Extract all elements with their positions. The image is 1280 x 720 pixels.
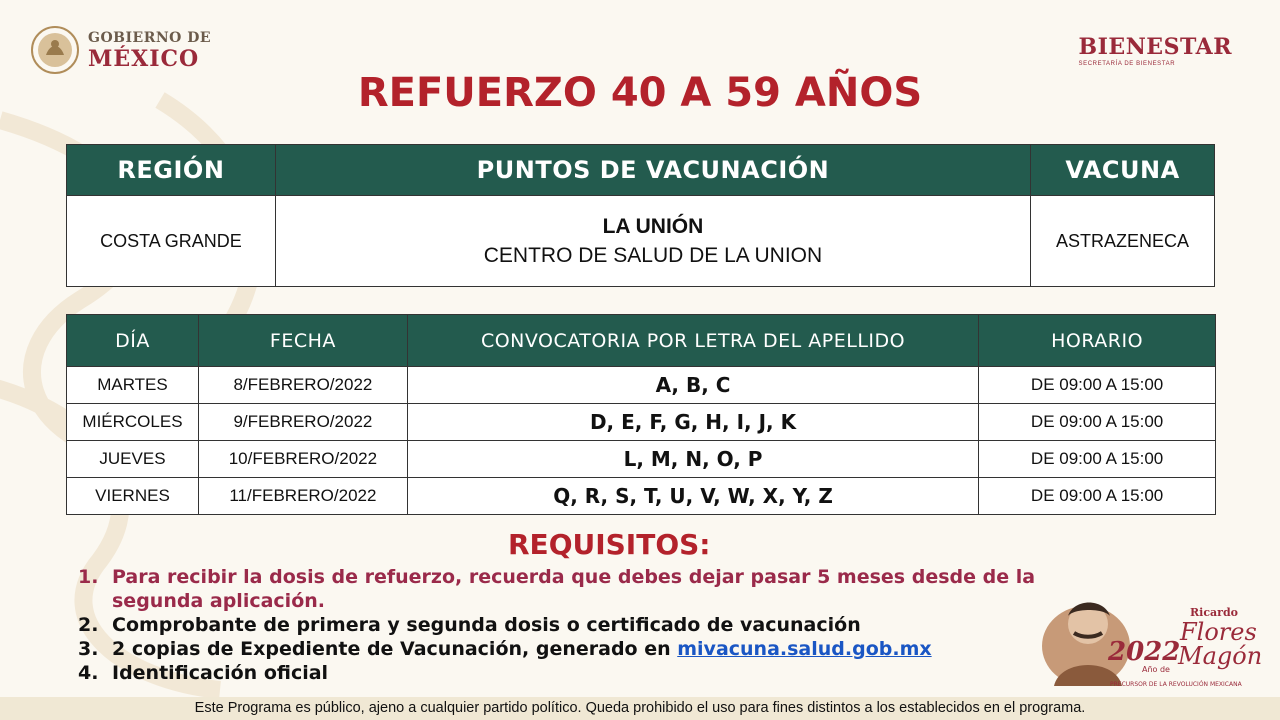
table-row <box>67 441 1216 478</box>
requirements-list <box>78 565 1098 685</box>
requirement-text: 2 copias de Expediente de Vacunación, generado en <box>112 638 678 660</box>
location-table <box>66 144 1215 287</box>
header-hours: HORARIO <box>979 315 1216 367</box>
hours-cell: DE 09:00 A 15:00 <box>979 367 1216 404</box>
badge-tagline: PRECURSOR DE LA REVOLUCIÓN MEXICANA <box>1110 681 1242 688</box>
date-cell: 11/FEBRERO/2022 <box>198 478 407 515</box>
header-region: REGIÓN <box>67 145 276 196</box>
table-row <box>67 404 1216 441</box>
requirement-number: 4. <box>78 662 99 684</box>
requirement-number: 3. <box>78 638 99 660</box>
badge-name-2: Magón <box>1178 642 1262 670</box>
page-title: REFUERZO 40 A 59 AÑOS <box>357 70 923 116</box>
date-cell: 10/FEBRERO/2022 <box>198 441 407 478</box>
requirements-title: REQUISITOS: <box>508 528 711 561</box>
gobierno-mexico-logo <box>30 25 211 75</box>
bienestar-subtitle: SECRETARÍA DE BIENESTAR <box>1078 61 1176 67</box>
place-cell <box>275 196 1030 287</box>
footer-disclaimer: Este Programa es público, ajeno a cualquier partido político. Queda prohibido el uso para fines distintos a los establecidos en el programa. <box>0 697 1280 720</box>
day-cell: VIERNES <box>67 478 199 515</box>
place-name: LA UNIÓN <box>602 214 704 238</box>
letters-cell: D, E, F, G, H, I, J, K <box>407 404 978 441</box>
badge-year-sub: Año de <box>1142 665 1170 674</box>
day-cell: JUEVES <box>67 441 199 478</box>
badge-name-1: Flores <box>1180 618 1257 646</box>
requirement-item <box>78 613 1098 637</box>
table-row <box>67 367 1216 404</box>
place-site: CENTRO DE SALUD DE LA UNION <box>483 243 823 267</box>
logo-line2: MÉXICO <box>88 45 200 72</box>
mivacuna-link[interactable]: mivacuna.salud.gob.mx <box>677 638 932 660</box>
table-row <box>67 478 1216 515</box>
date-cell: 8/FEBRERO/2022 <box>198 367 407 404</box>
header-vaccine: VACUNA <box>1031 145 1215 196</box>
flores-magon-badge <box>1030 588 1262 690</box>
day-cell: MARTES <box>67 367 199 404</box>
requirement-text: Identificación oficial <box>112 662 329 684</box>
badge-year: 2022 <box>1108 637 1181 667</box>
requirement-item <box>78 661 1098 685</box>
date-cell: 9/FEBRERO/2022 <box>198 404 407 441</box>
national-seal-icon <box>30 25 80 75</box>
letters-cell: L, M, N, O, P <box>407 441 978 478</box>
day-cell: MIÉRCOLES <box>67 404 199 441</box>
logo-line1: GOBIERNO DE <box>88 29 212 46</box>
letters-cell: Q, R, S, T, U, V, W, X, Y, Z <box>407 478 978 515</box>
bienestar-logo <box>1079 34 1232 67</box>
hours-cell: DE 09:00 A 15:00 <box>979 478 1216 515</box>
hours-cell: DE 09:00 A 15:00 <box>979 441 1216 478</box>
schedule-table <box>66 314 1216 515</box>
header-points: PUNTOS DE VACUNACIÓN <box>275 145 1030 196</box>
requirement-number: 1. <box>78 566 99 588</box>
hours-cell: DE 09:00 A 15:00 <box>979 404 1216 441</box>
header-day: DÍA <box>67 315 199 367</box>
region-cell: COSTA GRANDE <box>67 196 276 287</box>
requirement-text: Comprobante de primera y segunda dosis o certificado de vacunación <box>112 614 861 636</box>
requirement-number: 2. <box>78 614 99 636</box>
bienestar-title: BIENESTAR <box>1078 34 1232 60</box>
requirement-text: Para recibir la dosis de refuerzo, recuerda que debes dejar pasar 5 meses desde de la segunda aplicación. <box>112 566 1036 612</box>
requirement-item <box>78 637 1098 661</box>
letters-cell: A, B, C <box>407 367 978 404</box>
header-date: FECHA <box>198 315 407 367</box>
requirement-item <box>78 565 1098 613</box>
badge-first-name: Ricardo <box>1190 606 1238 619</box>
header-letters: CONVOCATORIA POR LETRA DEL APELLIDO <box>407 315 978 367</box>
vaccine-cell: ASTRAZENECA <box>1031 196 1215 287</box>
